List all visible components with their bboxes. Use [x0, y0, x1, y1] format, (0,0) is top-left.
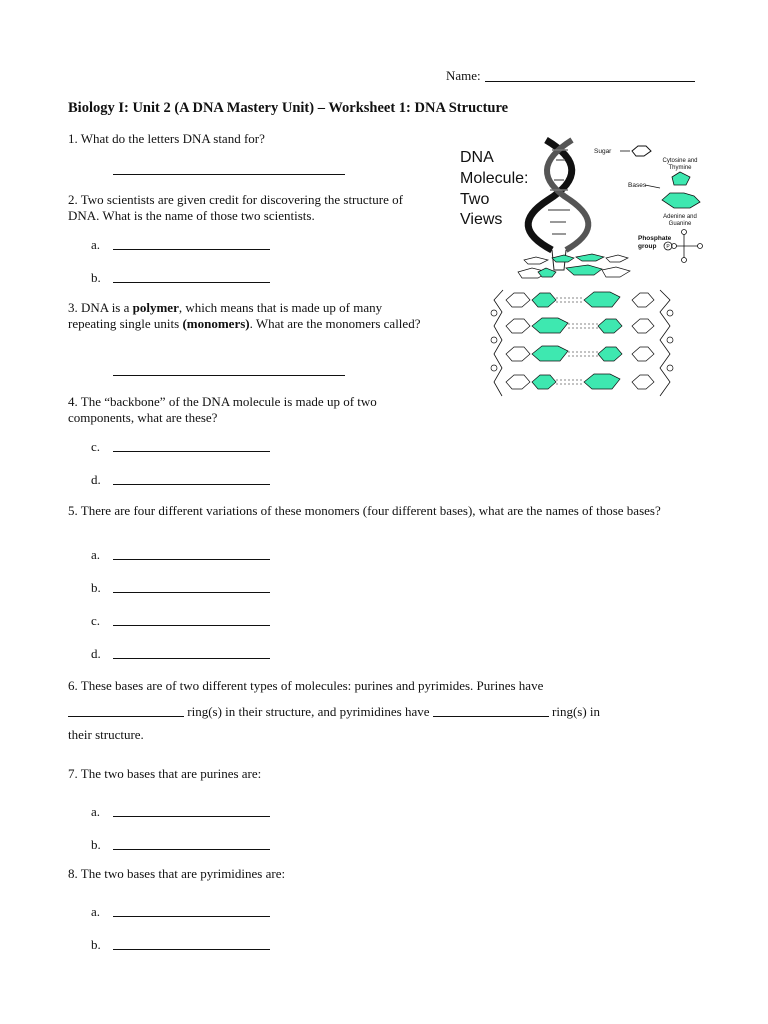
legend-adenine-guanine-2: Guanine	[668, 221, 692, 227]
q7-option-b[interactable]	[91, 838, 270, 852]
term-monomers: (monomers)	[182, 316, 250, 331]
option-letter: d.	[91, 646, 101, 661]
question-1: 1. What do the letters DNA stand for?	[68, 131, 265, 146]
name-label: Name:	[446, 68, 481, 83]
option-letter: a.	[91, 237, 101, 252]
legend-bases-label: Bases	[628, 182, 647, 189]
phosphate-structure-icon	[672, 230, 703, 263]
pyrimidine-legend-icon	[672, 172, 690, 185]
answer-blank[interactable]	[113, 839, 270, 850]
figure-title-line-1: DNA	[460, 149, 494, 166]
q5-option-c[interactable]	[91, 614, 270, 628]
legend-adenine-guanine-1: Adenine and	[663, 214, 697, 220]
answer-blank[interactable]	[113, 648, 270, 659]
name-blank[interactable]	[485, 69, 695, 82]
question-2: 2. Two scientists are given credit for discovering the structure of DNA. What is the name of those two scientists.	[68, 192, 403, 223]
name-field-row	[446, 68, 695, 84]
q8-option-a[interactable]	[91, 905, 270, 919]
option-letter: d.	[91, 472, 101, 487]
figure-title-line-4: Views	[460, 211, 503, 228]
legend-phosphate-label-2: group	[638, 243, 657, 250]
answer-blank[interactable]	[113, 582, 270, 593]
question-3: 3. DNA is a polymer, which means that is made up of many repeating single units (monomers). What are the monomers called?	[68, 300, 421, 331]
answer-blank[interactable]	[113, 615, 270, 626]
double-helix-icon	[528, 140, 588, 270]
option-letter: b.	[91, 270, 101, 285]
purine-legend-icon	[662, 193, 700, 208]
option-letter: a.	[91, 804, 101, 819]
figure-title-line-3: Two	[460, 191, 490, 208]
answer-blank[interactable]	[113, 906, 270, 917]
option-letter: c.	[91, 613, 101, 628]
option-letter: a.	[91, 904, 101, 919]
q5-option-b[interactable]	[91, 581, 270, 595]
question-4: 4. The “backbone” of the DNA molecule is made up of two components, what are these?	[68, 394, 377, 425]
question-7: 7. The two bases that are purines are:	[68, 766, 262, 781]
hydrogen-bonds	[556, 298, 598, 384]
q2-option-a[interactable]	[91, 238, 270, 252]
option-letter: b.	[91, 937, 101, 952]
answer-blank[interactable]	[113, 806, 270, 817]
option-letter: c.	[91, 439, 101, 454]
pyrimidine-rings-blank[interactable]	[433, 706, 549, 717]
legend-phosphate-label-1: Phosphate	[638, 235, 672, 242]
answer-blank[interactable]	[113, 441, 270, 452]
q7-option-a[interactable]	[91, 805, 270, 819]
answer-blank[interactable]	[113, 272, 270, 283]
answer-blank[interactable]	[113, 474, 270, 485]
q4-option-d[interactable]	[91, 473, 270, 487]
question-6-line-1: 6. These bases are of two different types of molecules: purines and pyrimides. Purines have	[68, 678, 544, 693]
legend-cytosine-thymine-1: Cytosine and	[662, 158, 698, 164]
answer-blank[interactable]	[113, 549, 270, 560]
option-letter: b.	[91, 580, 101, 595]
question-8: 8. The two bases that are pyrimidines are:	[68, 866, 286, 881]
q5-option-a[interactable]	[91, 548, 270, 562]
dna-ladder-view	[491, 254, 673, 396]
answer-blank[interactable]	[113, 939, 270, 950]
figure-title-line-2: Molecule:	[460, 170, 529, 187]
answer-blank[interactable]	[113, 239, 270, 250]
q1-answer-blank[interactable]	[113, 174, 345, 175]
question-5: 5. There are four different variations of these monomers (four different bases), what are the names of those bases?	[68, 503, 661, 518]
purine-rings-blank[interactable]	[68, 706, 184, 717]
term-polymer: polymer	[132, 300, 179, 315]
q3-answer-blank[interactable]	[113, 375, 345, 376]
q2-option-b[interactable]	[91, 271, 270, 285]
base-pair-rows	[506, 292, 654, 389]
legend-cytosine-thymine-2: Thymine	[668, 165, 692, 171]
question-6-line-2: ring(s) in their structure, and pyrimidines have ring(s) in	[68, 704, 600, 720]
dna-molecule-figure	[448, 130, 718, 420]
phosphate-symbol: P	[666, 244, 670, 250]
q4-option-c[interactable]	[91, 440, 270, 454]
worksheet-title: Biology I: Unit 2 (A DNA Mastery Unit) – Worksheet 1: DNA Structure	[68, 100, 509, 116]
option-letter: a.	[91, 547, 101, 562]
option-letter: b.	[91, 837, 101, 852]
sugar-legend-icon	[632, 146, 651, 156]
q8-option-b[interactable]	[91, 938, 270, 952]
q5-option-d[interactable]	[91, 647, 270, 661]
question-6-line-3: their structure.	[68, 727, 144, 742]
legend-sugar-label: Sugar	[594, 148, 612, 155]
